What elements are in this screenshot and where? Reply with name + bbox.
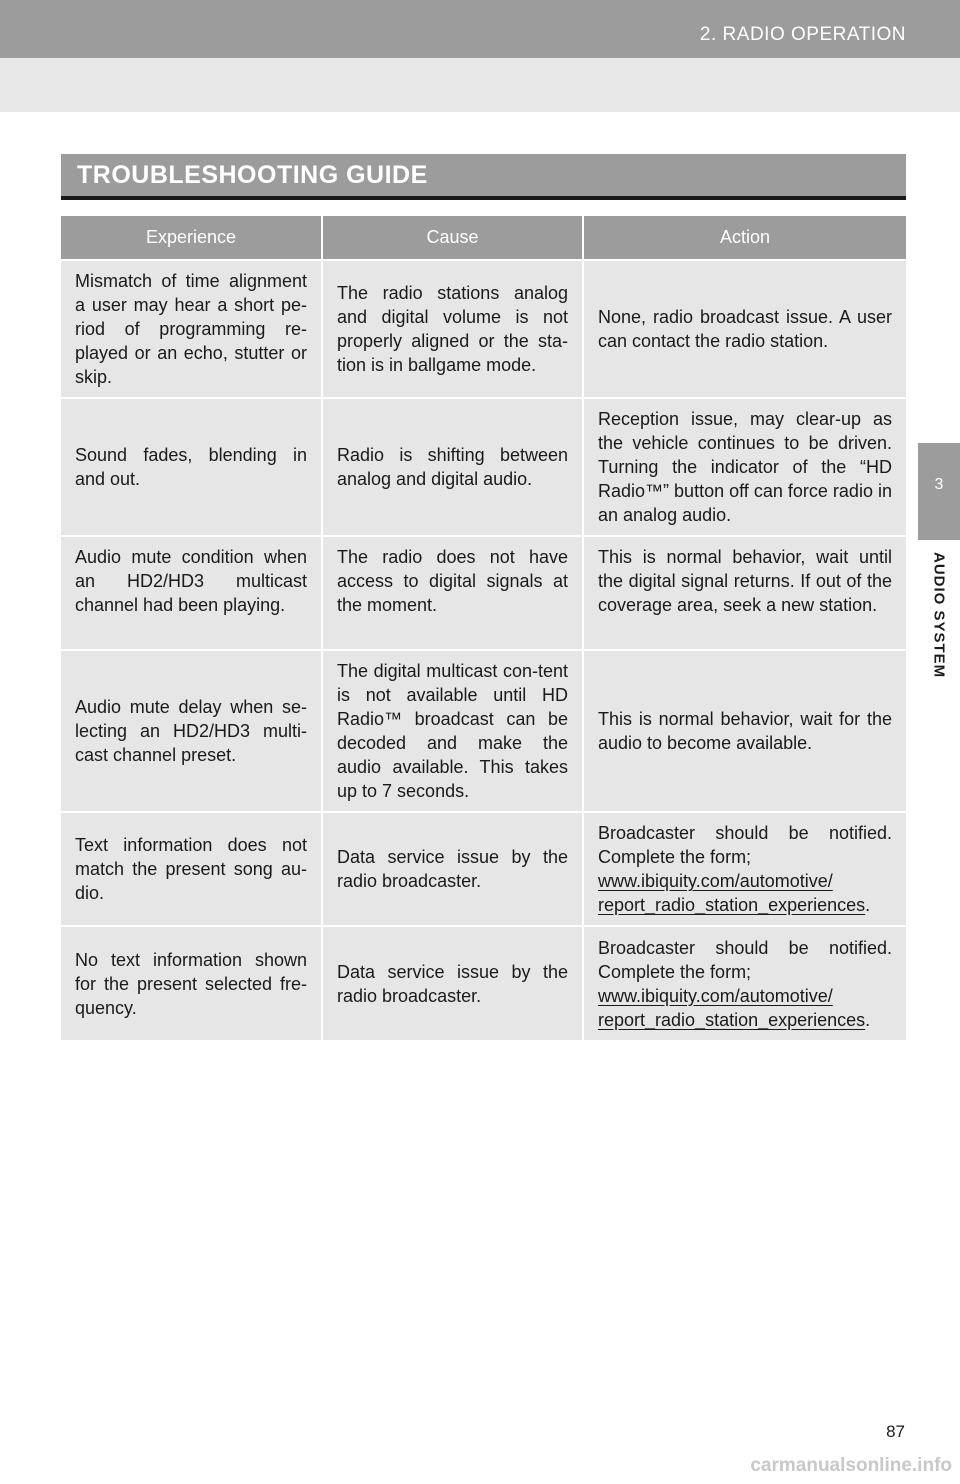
action-text: Broadcaster should be notified. Complete the form; <box>598 823 892 867</box>
form-link[interactable]: www.ibiquity.com/automotive/ <box>598 871 833 891</box>
experience-cell: Text information does not match the present song au-dio. <box>61 812 322 926</box>
section-header: 2. RADIO OPERATION <box>699 24 906 45</box>
troubleshooting-table <box>61 216 906 1040</box>
form-link[interactable]: www.ibiquity.com/automotive/ <box>598 985 833 1006</box>
table-row <box>61 260 906 398</box>
table-row <box>61 650 906 812</box>
action-cell: This is normal behavior, wait for the audio to become available. <box>583 650 906 812</box>
action-end: . <box>865 1009 871 1030</box>
table-row <box>61 398 906 536</box>
experience-cell: Mismatch of time alignment a user may hear a short pe-riod of programming re-played or an echo, stutter or skip. <box>61 260 322 398</box>
table-header-row <box>61 216 906 260</box>
cause-cell: The radio does not have access to digital signals at the moment. <box>322 536 583 650</box>
column-header-cause: Cause <box>322 216 583 260</box>
form-link-continued[interactable]: report_radio_station_experiences <box>598 895 866 915</box>
experience-cell: No text information shown for the present selected fre-quency. <box>61 926 322 1040</box>
cause-cell: Data service issue by the radio broadcaster. <box>322 812 583 926</box>
action-end: . <box>865 895 871 915</box>
chapter-tab <box>918 443 960 540</box>
cause-cell: Data service issue by the radio broadcaster. <box>322 926 583 1040</box>
experience-cell: Audio mute delay when se-lecting an HD2/HD3 multi-cast channel preset. <box>61 650 322 812</box>
action-cell: None, radio broadcast issue. A user can contact the radio station. <box>583 260 906 398</box>
action-cell: Reception issue, may clear-up as the vehicle continues to be driven. Turning the indicator of the “HD Radio™” button off can force radio in an analog audio. <box>583 398 906 536</box>
chapter-label: AUDIO SYSTEM <box>930 552 948 679</box>
watermark: carmanualsonline.info <box>750 1455 952 1476</box>
action-cell <box>583 926 906 1040</box>
form-link-continued[interactable]: report_radio_station_experiences <box>598 1009 866 1030</box>
experience-cell: Sound fades, blending in and out. <box>61 398 322 536</box>
cause-cell: The radio stations analog and digital volume is not properly aligned or the sta-tion is in ballgame mode. <box>322 260 583 398</box>
action-cell: This is normal behavior, wait until the digital signal returns. If out of the coverage area, seek a new station. <box>583 536 906 650</box>
table-row <box>61 536 906 650</box>
header-bar <box>0 0 960 58</box>
page-number: 87 <box>886 1422 905 1441</box>
chapter-number: 3 <box>934 476 944 493</box>
column-header-action: Action <box>583 216 906 260</box>
cause-cell: Radio is shifting between analog and digital audio. <box>322 398 583 536</box>
action-cell <box>583 812 906 926</box>
action-text: Broadcaster should be notified. Complete the form; <box>598 937 892 982</box>
page-title: TROUBLESHOOTING GUIDE <box>77 161 428 189</box>
table-row <box>61 926 906 1040</box>
cause-cell: The digital multicast con-tent is not available until HD Radio™ broadcast can be decoded and make the audio available. This takes up to 7 seconds. <box>322 650 583 812</box>
column-header-experience: Experience <box>61 216 322 260</box>
page-title-bar <box>61 154 906 200</box>
experience-cell: Audio mute condition when an HD2/HD3 multicast channel had been playing. <box>61 536 322 650</box>
table-row <box>61 812 906 926</box>
